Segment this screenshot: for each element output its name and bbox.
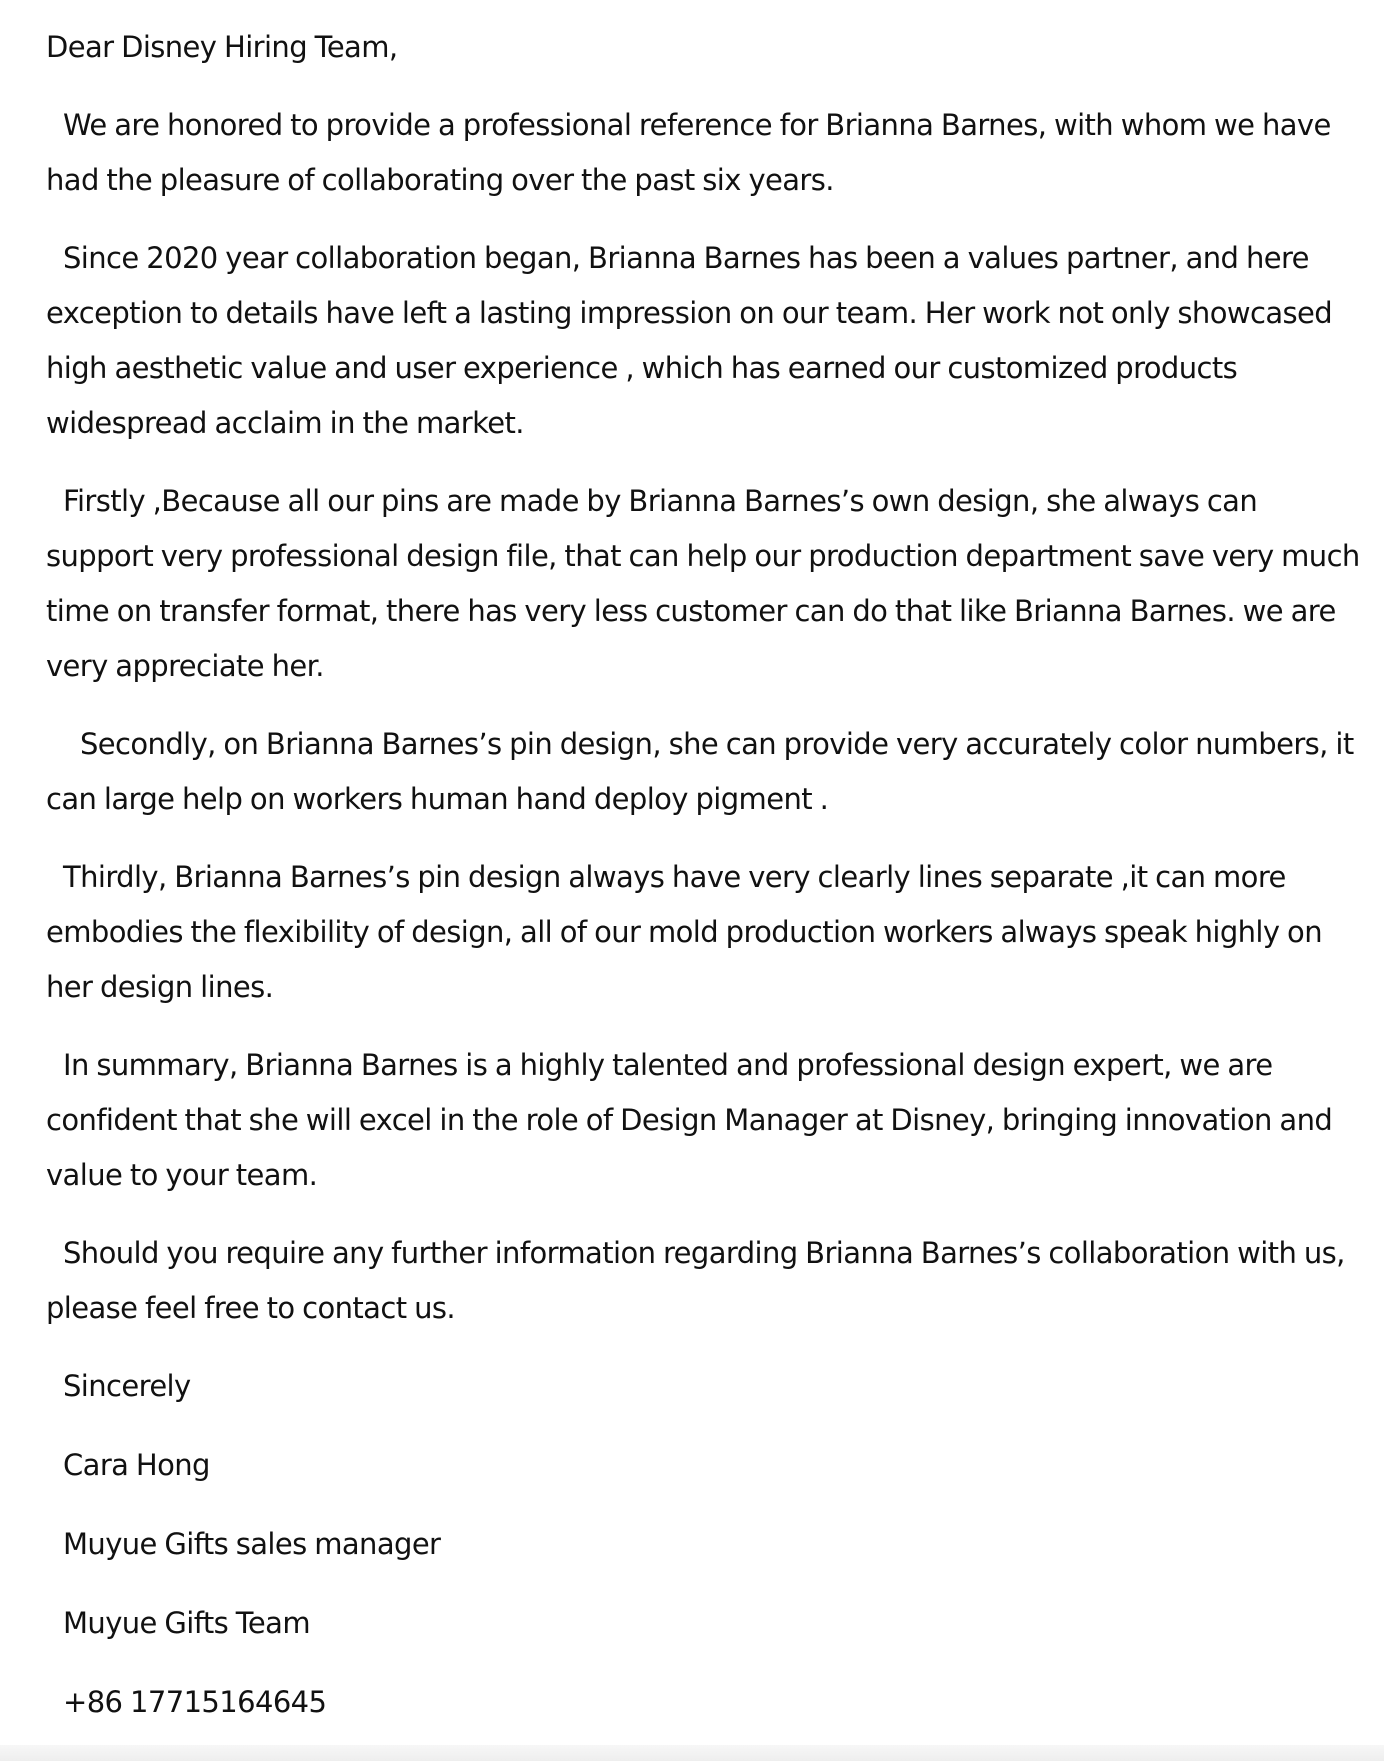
paragraph-secondly: Secondly, on Brianna Barnes’s pin design, she can provide very accurately color numbers, it can large help on workers human hand deploy pigment . [46,727,1354,816]
signer-phone: +86 17715164645 [63,1685,327,1719]
paragraph-summary: In summary, Brianna Barnes is a highly talented and professional design expert, we are confident that she will excel in the role of Design Manager at Disney, bringing innovation and value to your team. [46,1048,1333,1192]
paragraph-firstly: Firstly ,Because all our pins are made by Brianna Barnes’s own design, she always can support very professional design file, that can help our production department save very much time on transfer format, there has very less customer can do that like Brianna Barnes. we are very appreciate her. [46,484,1360,683]
bottom-edge-shade [0,1745,1384,1761]
signer-title: Muyue Gifts sales manager [63,1527,441,1561]
paragraph-collaboration-history: Since 2020 year collaboration began, Brianna Barnes has been a values partner, and here exception to details have left a lasting impression on our team. Her work not only showcased high aesthetic value and user experience , which has earned our customized products widespread acclaim in the market. [46,241,1333,440]
salutation: Dear Disney Hiring Team, [46,30,398,64]
signer-team: Muyue Gifts Team [63,1606,310,1640]
paragraph-contact: Should you require any further information regarding Brianna Barnes’s collaboration with us, please feel free to contact us. [46,1236,1345,1325]
paragraph-thirdly: Thirdly, Brianna Barnes’s pin design always have very clearly lines separate ,it can more embodies the flexibility of design, all of our mold production workers always speak highly on her design lines. [46,860,1322,1004]
signer-name: Cara Hong [63,1448,210,1482]
closing: Sincerely [63,1369,191,1403]
paragraph-introduction: We are honored to provide a professional reference for Brianna Barnes, with whom we have had the pleasure of collaborating over the past six years. [46,108,1331,197]
reference-letter [46,20,1366,1754]
